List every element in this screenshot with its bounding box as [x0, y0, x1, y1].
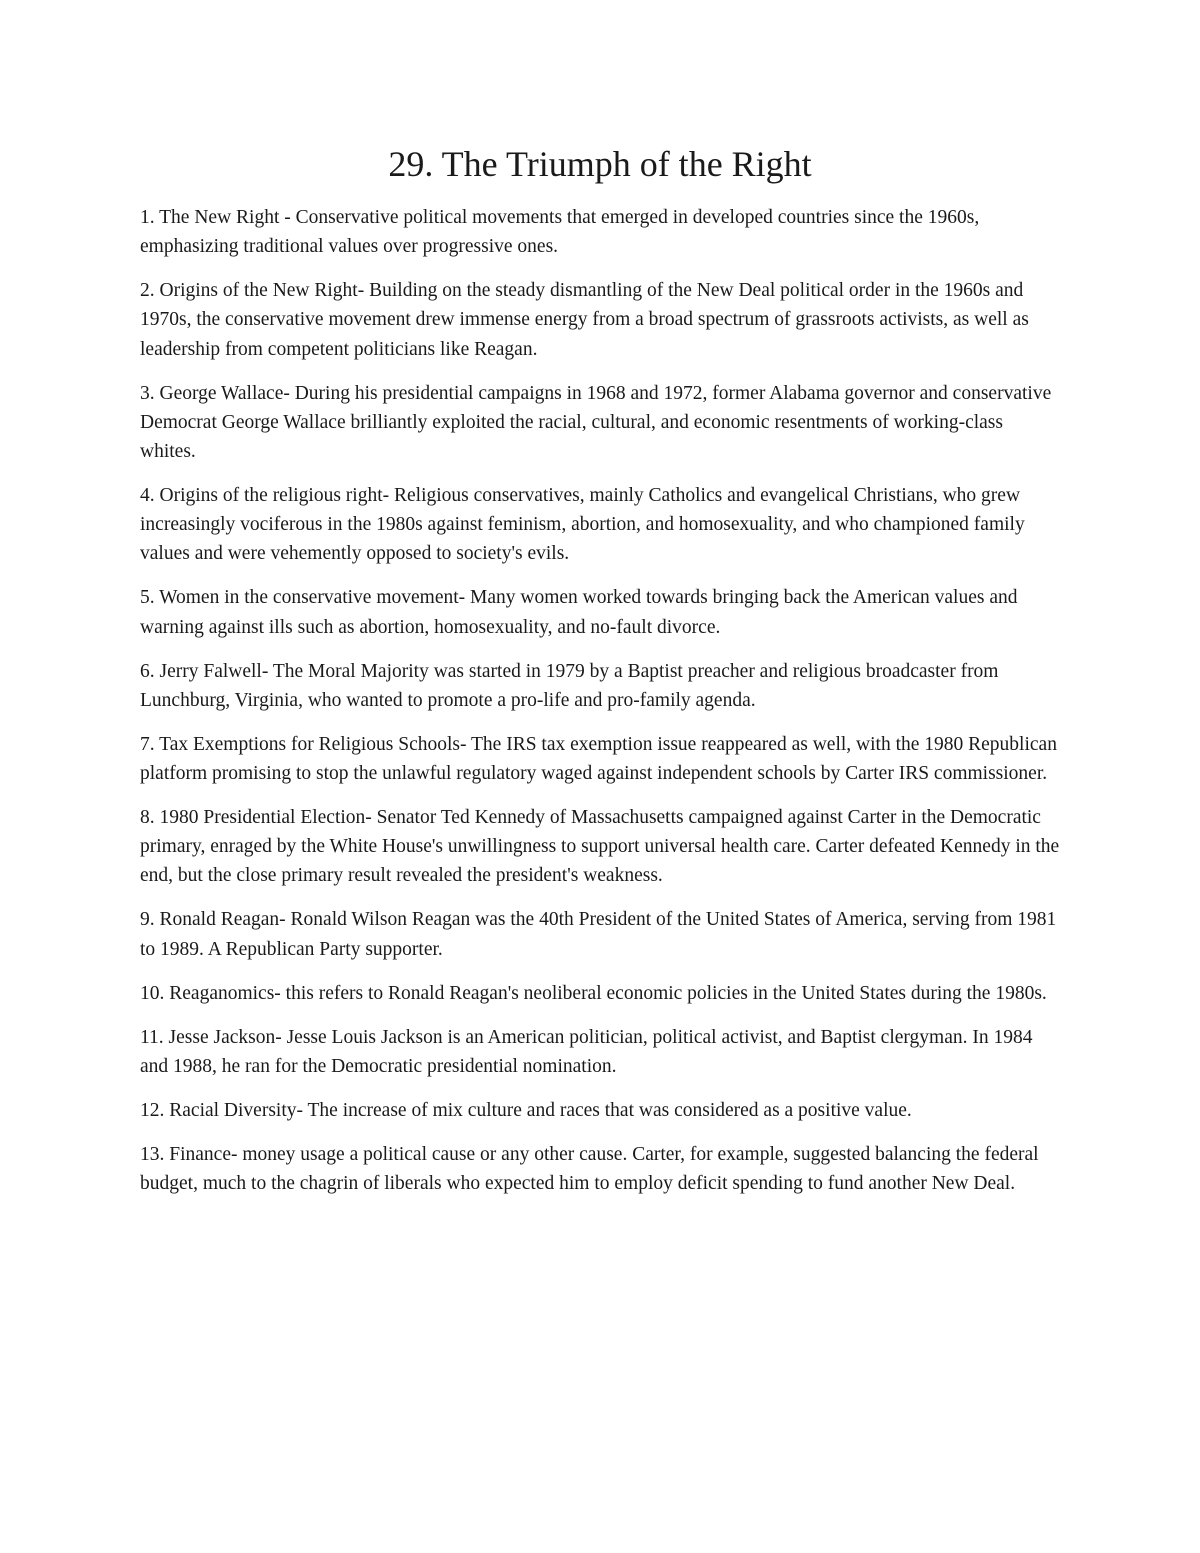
- term-item-3: 3. George Wallace- During his presidential campaigns in 1968 and 1972, former Alabama governor and conservative Democrat George Wallace brilliantly exploited the racial, cultural, and economic resentments of working-class whites.: [140, 382, 1052, 463]
- term-item-4: 4. Origins of the religious right- Religious conservatives, mainly Catholics and evangelical Christians, who grew increasingly vociferous in the 1980s against feminism, abortion, and homosexuality, and who championed family values and were vehemently opposed to society's evils.: [140, 485, 1025, 565]
- term-item-5: 5. Women in the conservative movement- Many women worked towards bringing back the American values and warning against ills such as abortion, homosexuality, and no-fault divorce.: [140, 587, 1018, 638]
- term-item-2: 2. Origins of the New Right- Building on the steady dismantling of the New Deal political order in the 1960s and 1970s, the conservative movement drew immense energy from a broad spectrum of grassroots activists, as well as leadership from competent politicians like Reagan.: [140, 280, 1029, 360]
- term-list: [140, 203, 1060, 1213]
- page-title: 29. The Triumph of the Right: [388, 144, 812, 184]
- term-item-13: 13. Finance- money usage a political cause or any other cause. Carter, for example, suggested balancing the federal budget, much to the chagrin of liberals who expected him to employ deficit spending to fund another New Deal.: [140, 1143, 1039, 1195]
- term-item-7: 7. Tax Exemptions for Religious Schools- The IRS tax exemption issue reappeared as well, with the 1980 Republican platform promising to stop the unlawful regulatory waged against independent schools by Carter IRS commissioner.: [140, 733, 1057, 785]
- term-item-1: 1. The New Right - Conservative political movements that emerged in developed countries since the 1960s, emphasizing traditional values over progressive ones.: [140, 207, 980, 258]
- term-item-12: 12. Racial Diversity- The increase of mix culture and races that was considered as a positive value.: [140, 1099, 912, 1121]
- term-item-6: 6. Jerry Falwell- The Moral Majority was started in 1979 by a Baptist preacher and religious broadcaster from Lunchburg, Virginia, who wanted to promote a pro-life and pro-family agenda.: [140, 660, 999, 711]
- term-item-11: 11. Jesse Jackson- Jesse Louis Jackson is an American politician, political activist, and Baptist clergyman. In 1984 and 1988, he ran for the Democratic presidential nomination.: [140, 1026, 1033, 1077]
- term-item-8: 8. 1980 Presidential Election- Senator Ted Kennedy of Massachusetts campaigned against Carter in the Democratic primary, enraged by the White House's unwillingness to support universal health care. Carter defeated Kennedy in the end, but the close primary result revealed the president's weakness.: [140, 807, 1060, 887]
- term-item-10: 10. Reaganomics- this refers to Ronald Reagan's neoliberal economic policies in the United States during the 1980s.: [140, 982, 1047, 1004]
- term-item-9: 9. Ronald Reagan- Ronald Wilson Reagan was the 40th President of the United States of America, serving from 1981 to 1989. A Republican Party supporter.: [140, 909, 1057, 960]
